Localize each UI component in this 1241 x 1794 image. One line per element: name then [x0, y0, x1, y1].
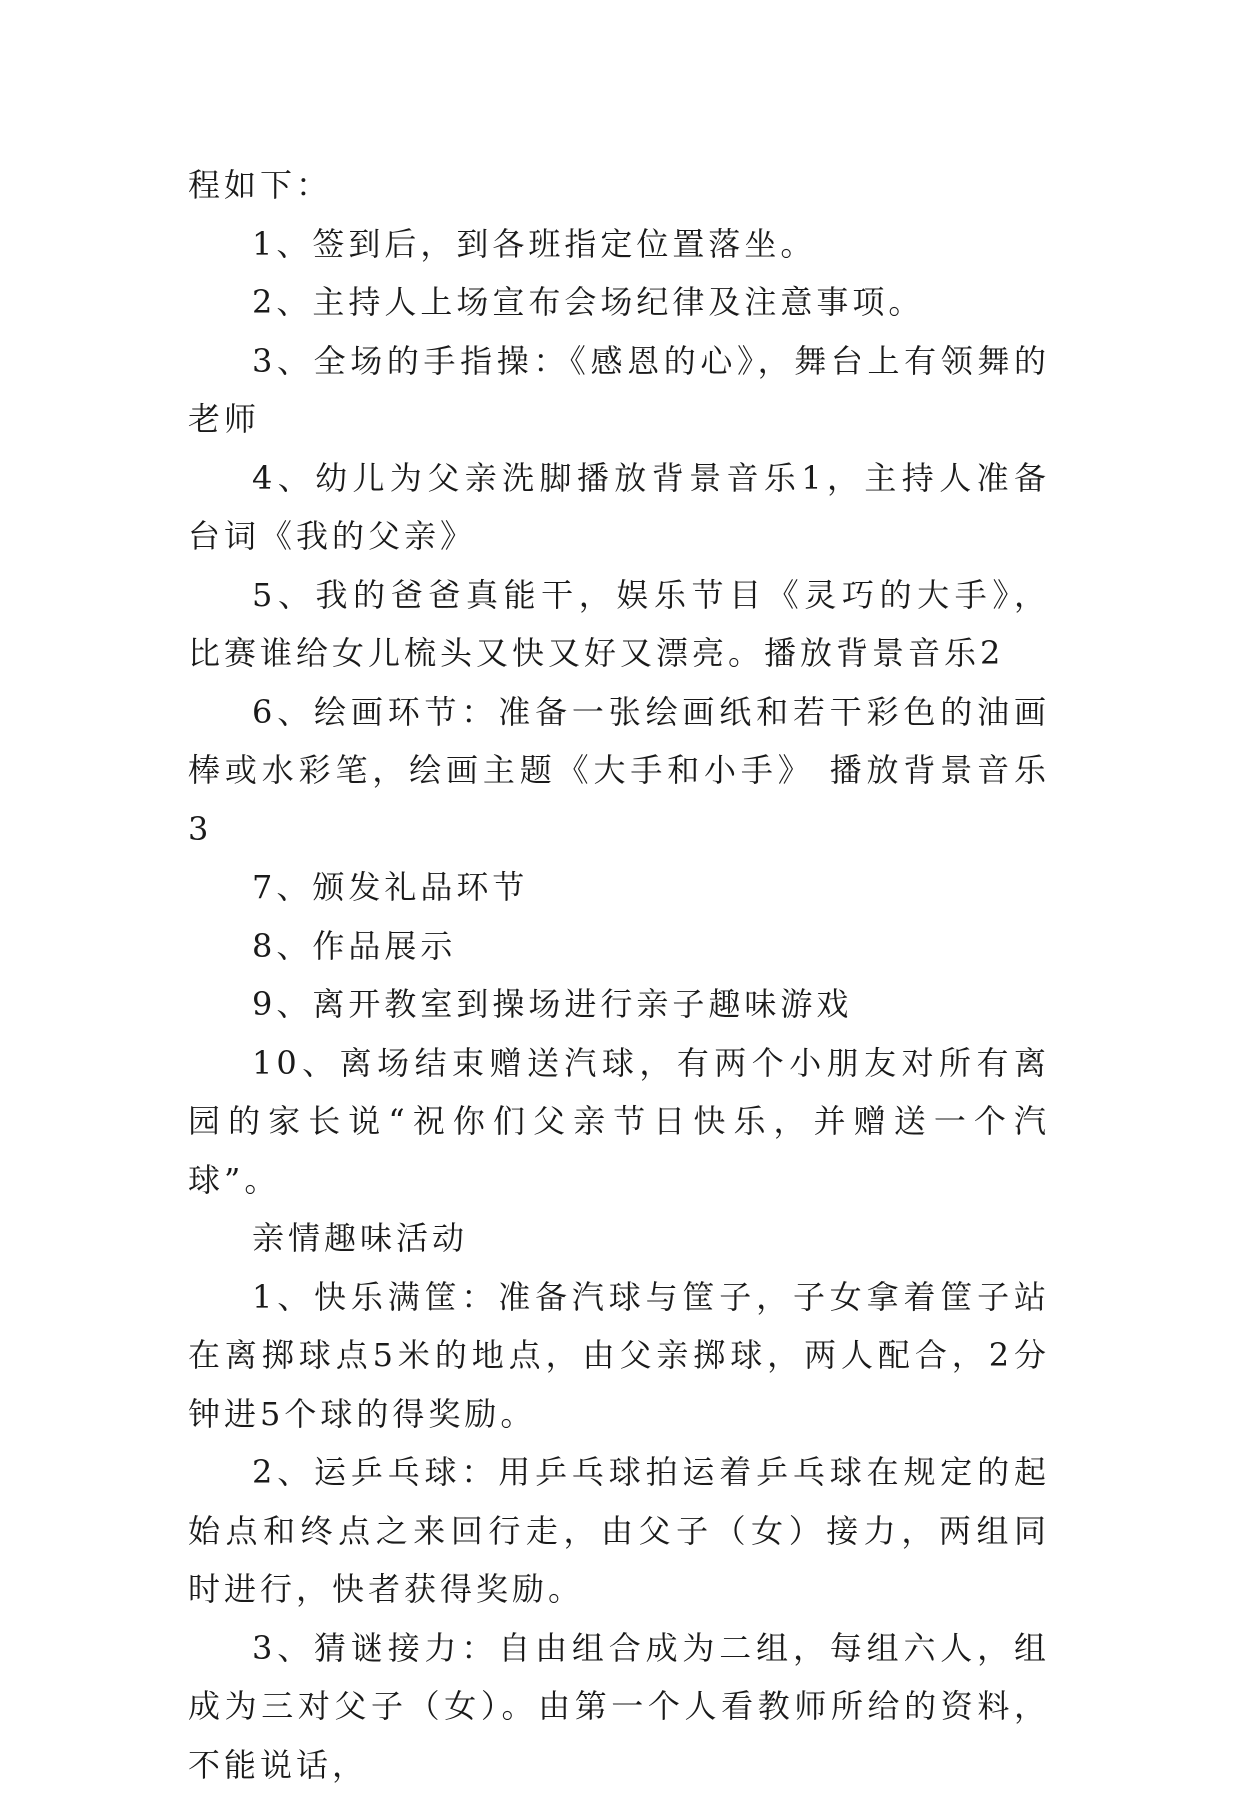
paragraph-activity-3: 3、猜谜接力：自由组合成为二组，每组六人，组成为三对父子（女）。由第一个人看教师所给的资料，不能说话， — [188, 1619, 1050, 1794]
paragraph-activity-2: 2、运乒乓球：用乒乓球拍运着乒乓球在规定的起始点和终点之来回行走，由父子（女）接力，两组同时进行，快者获得奖励。 — [188, 1443, 1050, 1619]
paragraph-item-10: 10、离场结束赠送汽球，有两个小朋友对所有离园的家长说“祝你们父亲节日快乐，并赠送一个汽球”。 — [188, 1034, 1050, 1210]
section-heading: 亲情趣味活动 — [188, 1209, 1050, 1268]
paragraph-item-4: 4、幼儿为父亲洗脚播放背景音乐1，主持人准备台词《我的父亲》 — [188, 449, 1050, 566]
paragraph-item-7: 7、颁发礼品环节 — [188, 858, 1050, 917]
paragraph-activity-1: 1、快乐满筐：准备汽球与筐子，子女拿着筐子站在离掷球点5米的地点，由父亲掷球，两人配合，2分钟进5个球的得奖励。 — [188, 1268, 1050, 1444]
document-body — [188, 156, 1050, 1794]
paragraph-item-1: 1、签到后，到各班指定位置落坐。 — [188, 215, 1050, 274]
paragraph-item-8: 8、作品展示 — [188, 917, 1050, 976]
paragraph-intro: 程如下： — [188, 156, 1050, 215]
paragraph-item-2: 2、主持人上场宣布会场纪律及注意事项。 — [188, 273, 1050, 332]
paragraph-item-5: 5、我的爸爸真能干，娱乐节目《灵巧的大手》，比赛谁给女儿梳头又快又好又漂亮。播放背景音乐2 — [188, 566, 1050, 683]
paragraph-item-3: 3、全场的手指操：《感恩的心》，舞台上有领舞的老师 — [188, 332, 1050, 449]
paragraph-item-6: 6、绘画环节：准备一张绘画纸和若干彩色的油画棒或水彩笔，绘画主题《大手和小手》 播放背景音乐3 — [188, 683, 1050, 859]
paragraph-item-9: 9、离开教室到操场进行亲子趣味游戏 — [188, 975, 1050, 1034]
